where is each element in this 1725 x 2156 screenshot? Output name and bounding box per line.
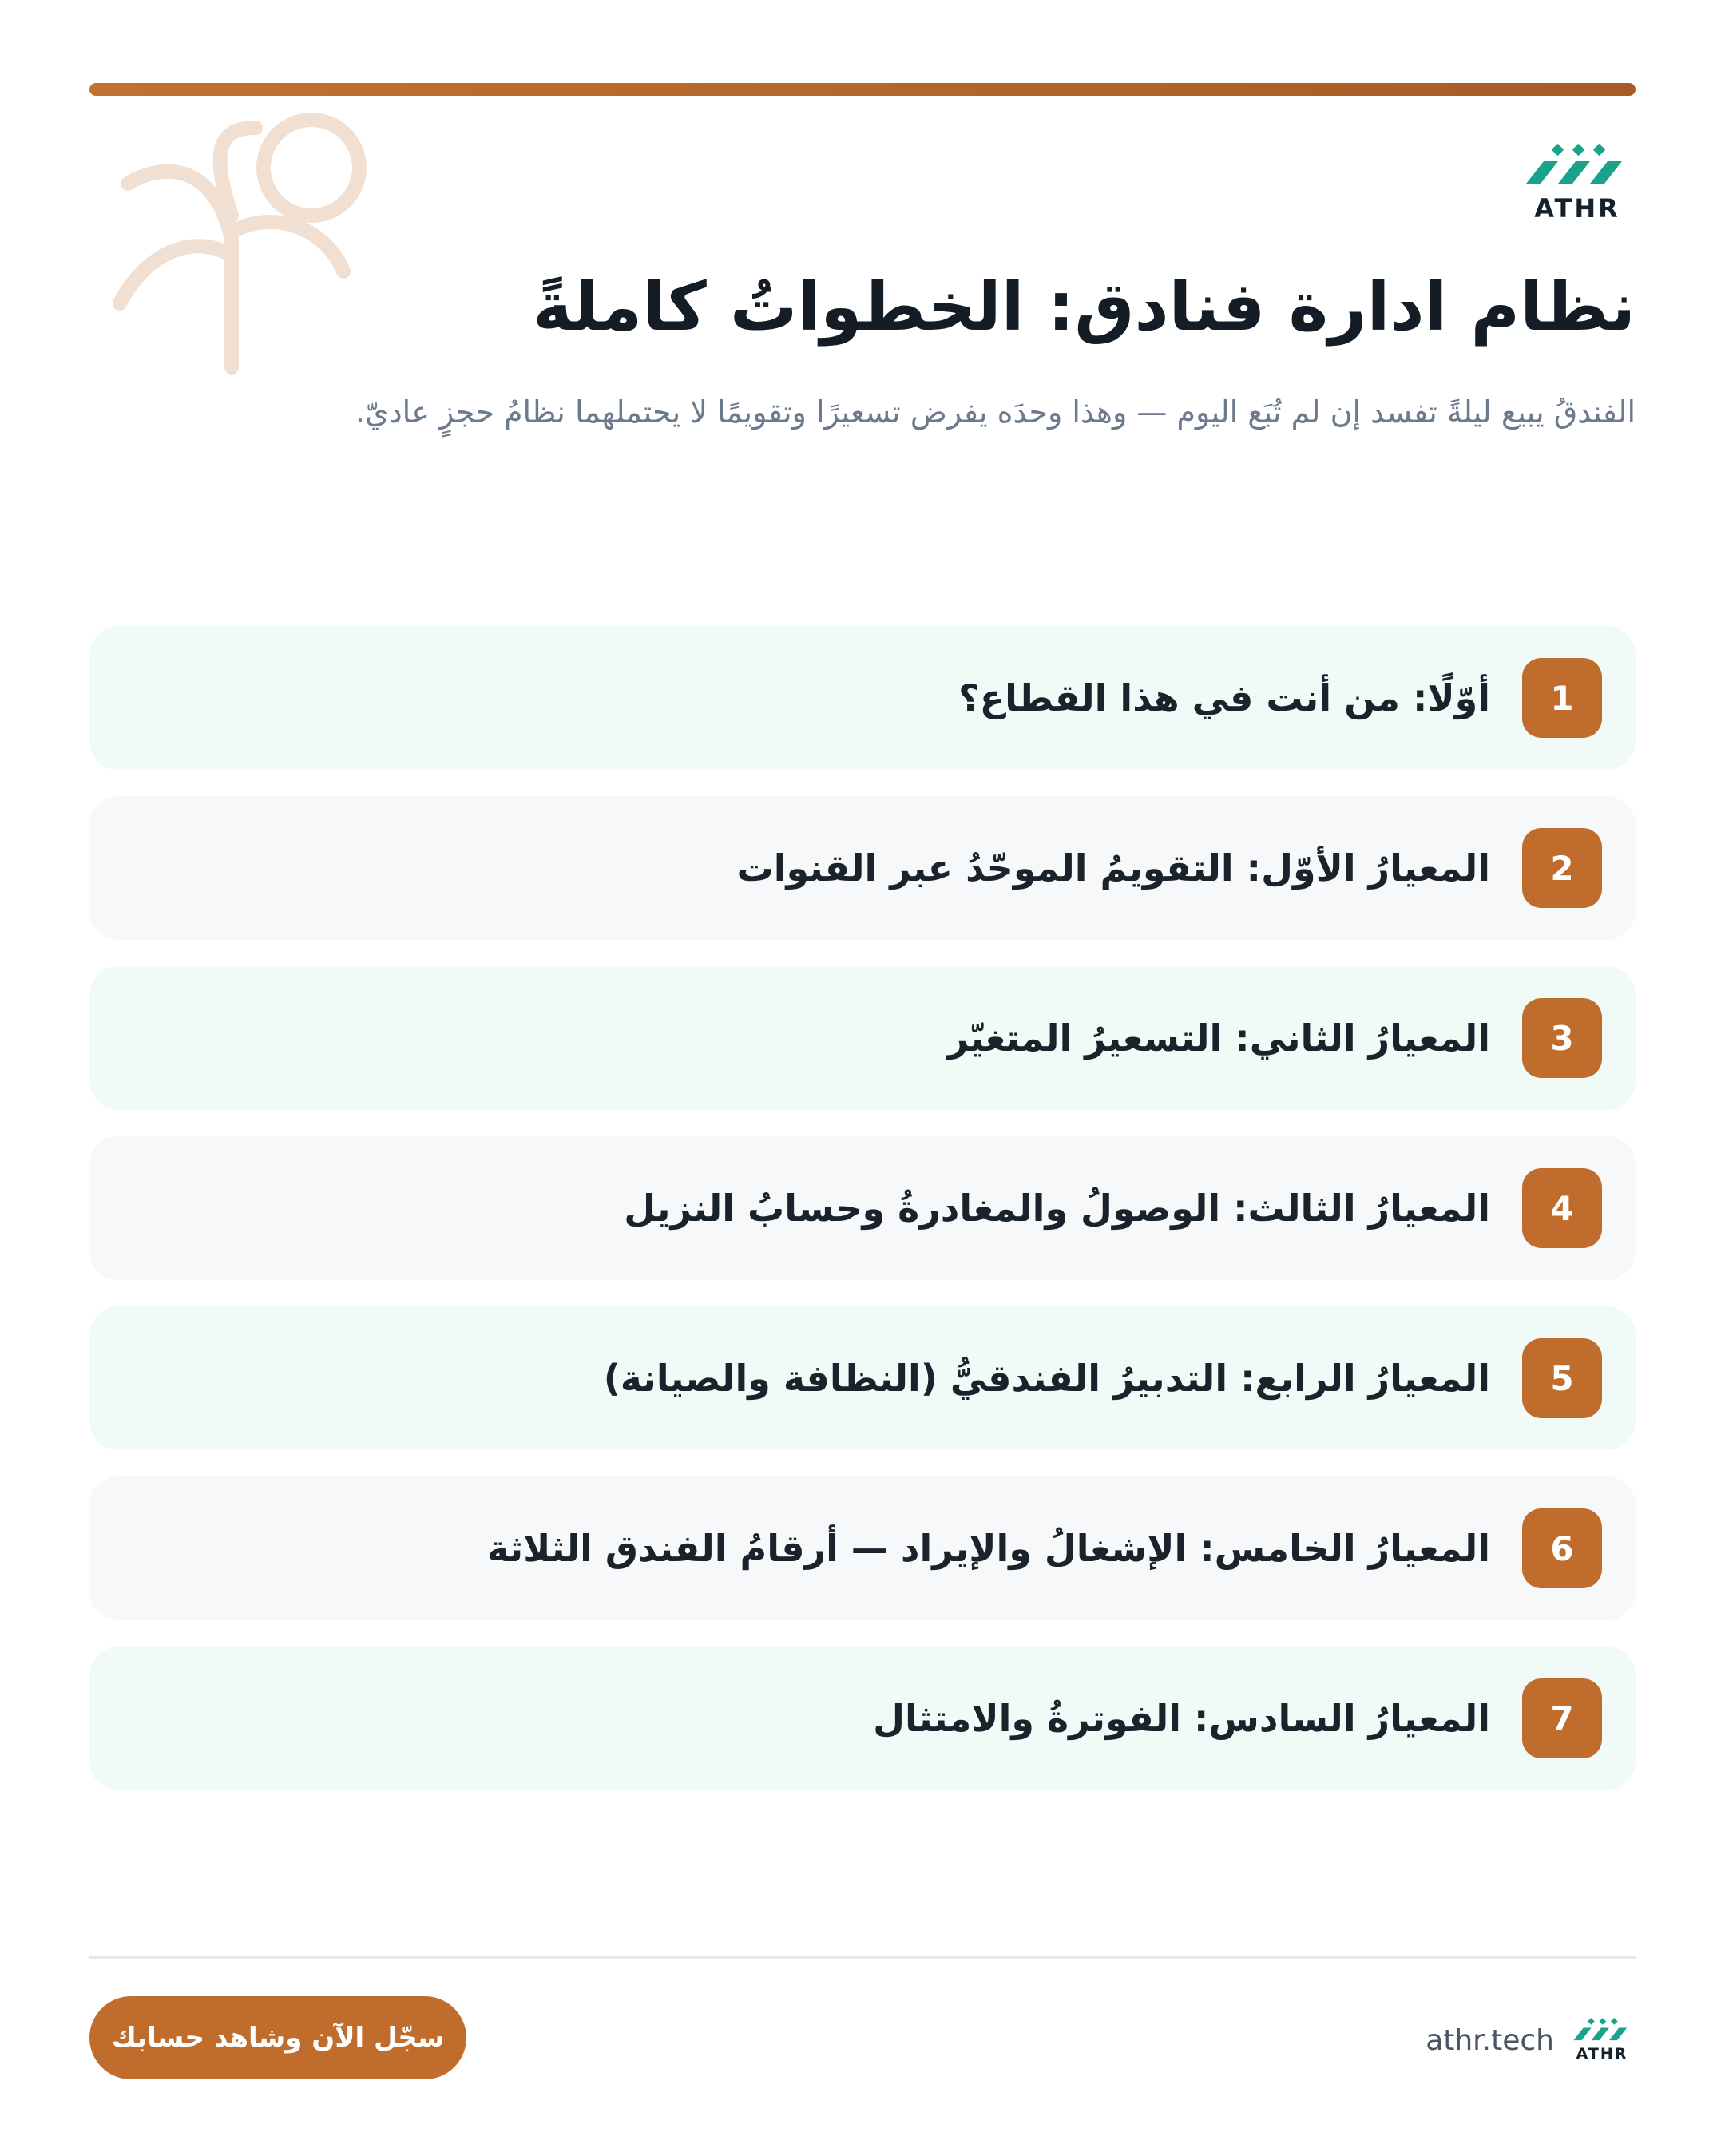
athr-logo-icon xyxy=(1571,2018,1633,2045)
step-item-2[interactable] xyxy=(89,796,1636,940)
athr-logo xyxy=(1517,144,1637,232)
step-label: المعيارُ الرابع: التدبيرُ الفندقيُّ (النظافة والصيانة) xyxy=(603,1357,1490,1400)
footer-url-link[interactable]: athr.tech xyxy=(1426,2023,1554,2057)
step-item-7[interactable] xyxy=(89,1647,1636,1790)
step-label: المعيارُ الخامس: الإشغالُ والإيراد — أرقامُ الفندق الثلاثة xyxy=(486,1527,1490,1570)
logo-wordmark: ATHR xyxy=(1534,193,1620,224)
step-label: أوّلًا: من أنت في هذا القطاع؟ xyxy=(958,676,1490,719)
page-subtitle: الفندقُ يبيع ليلةً تفسد إن لم تُبَع اليوم — وهذا وحدَه يفرض تسعيرًا وتقويمًا لا يحتملهما نظامُ حجزٍ عاديّ. xyxy=(355,394,1636,430)
step-label: المعيارُ السادس: الفوترةُ والامتثال xyxy=(873,1697,1490,1740)
step-label: المعيارُ الأوّل: التقويمُ الموحّدُ عبر القنوات xyxy=(736,846,1490,890)
footer-logo xyxy=(1568,2018,1636,2063)
step-number-badge: 6 xyxy=(1522,1508,1602,1588)
step-item-3[interactable] xyxy=(89,966,1636,1110)
page-title: نظام ادارة فنادق: الخطواتُ كاملةً xyxy=(533,268,1636,346)
step-number-badge: 7 xyxy=(1522,1678,1602,1758)
footer-logo-wordmark: ATHR xyxy=(1576,2045,1628,2063)
top-accent-bar xyxy=(89,83,1636,96)
step-item-4[interactable] xyxy=(89,1136,1636,1280)
signup-cta-button[interactable]: سجّل الآن وشاهد حسابك xyxy=(89,1996,466,2079)
step-number-badge: 2 xyxy=(1522,828,1602,908)
step-item-5[interactable] xyxy=(89,1306,1636,1450)
athr-logo-icon xyxy=(1521,144,1633,192)
footer-brand[interactable] xyxy=(1426,2008,1636,2072)
step-number-badge: 1 xyxy=(1522,658,1602,738)
step-item-6[interactable] xyxy=(89,1476,1636,1620)
footer-divider xyxy=(89,1956,1636,1959)
step-label: المعيارُ الثاني: التسعيرُ المتغيّر xyxy=(947,1017,1490,1060)
step-label: المعيارُ الثالث: الوصولُ والمغادرةُ وحسابُ النزيل xyxy=(624,1187,1490,1230)
steps-list xyxy=(89,626,1636,1817)
step-item-1[interactable] xyxy=(89,626,1636,770)
step-number-badge: 4 xyxy=(1522,1168,1602,1248)
step-number-badge: 5 xyxy=(1522,1338,1602,1418)
step-number-badge: 3 xyxy=(1522,998,1602,1078)
